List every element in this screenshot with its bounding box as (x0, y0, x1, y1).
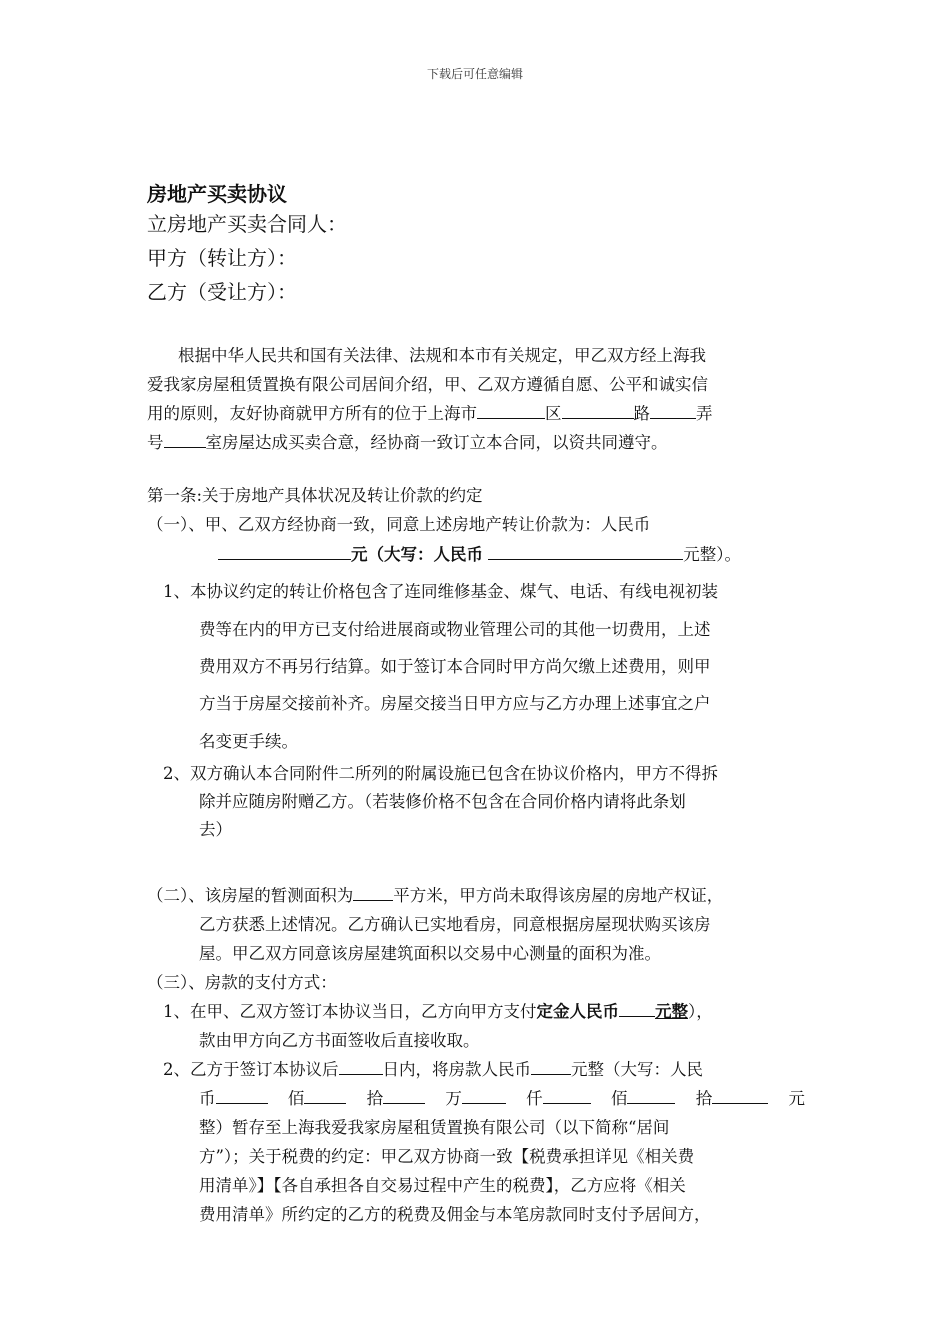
section-2-line-2: 乙方获悉上述情况。乙方确认已实地看房，同意根据房屋现状购买该房 (199, 915, 711, 934)
payment-2-line-2: 币 佰 拾 万 仟 佰 拾 元 (199, 1089, 805, 1108)
payment-2-line-5: 用清单》】【各自承担各自交易过程中产生的税费】，乙方应将《相关 (199, 1176, 686, 1195)
price-blank (218, 543, 351, 560)
deposit-blank (619, 1000, 655, 1017)
item-1-line-3: 费用双方不再另行结算。如于签订本合同时甲方尚欠缴上述费用，则甲 (199, 657, 711, 676)
amount-blank (531, 1058, 571, 1075)
payment-1-line-2: 款由甲方向乙方书面签收后直接收取。 (199, 1031, 480, 1050)
payment-2-line-6: 费用清单》所约定的乙方的税费及佣金与本笔房款同时支付予居间方， (199, 1205, 711, 1224)
section-1-line-1: （一）、甲、乙双方经协商一致，同意上述房地产转让价款为：人民币 (147, 515, 651, 534)
road-blank (562, 402, 634, 419)
item-2-line-2: 除并应随房附赠乙方。（若装修价格不包含在合同价格内请将此条划 (199, 792, 686, 811)
item-2-line-1: 2、双方确认本合同附件二所列的附属设施已包含在协议价格内，甲方不得拆 (163, 764, 718, 783)
parties-intro: 立房地产买卖合同人： (147, 212, 347, 236)
section-2-line-3: 屋。甲乙双方同意该房屋建筑面积以交易中心测量的面积为准。 (199, 944, 661, 963)
payment-2-line-4: 方”）；关于税费的约定：甲乙双方协商一致【税费承担详见《相关费 (199, 1147, 695, 1166)
section-3-heading: （三）、房款的支付方式： (147, 973, 337, 992)
number-blank (164, 431, 206, 448)
section-2-line-1: （二）、该房屋的暂测面积为 平方米，甲方尚未取得该房屋的房地产权证， (147, 886, 724, 905)
city-district-blank (477, 402, 545, 419)
party-a-line: 甲方（转让方）： (147, 246, 297, 270)
preamble-line-2: 爱我家房屋租赁置换有限公司居间介绍，甲、乙双方遵循自愿、公平和诚实信 (147, 375, 708, 394)
area-blank (353, 884, 393, 901)
section-1-line-2: 元（大写：人民币 元整）。 (218, 541, 741, 565)
days-blank (339, 1058, 383, 1075)
article-1-heading: 第一条:关于房地产具体状况及转让价款的约定 (147, 486, 483, 505)
payment-2-line-3: 整）暂存至上海我爱我家房屋租赁置换有限公司（以下简称“居间 (199, 1118, 670, 1137)
header-note: 下载后可任意编辑 (426, 67, 523, 81)
payment-2-line-1: 2、乙方于签订本协议后 日内，将房款人民币 元整（大写：人民 (163, 1060, 703, 1079)
preamble-line-3: 用的原则，友好协商就甲方所有的位于上海市 区 路 弄 (147, 404, 713, 423)
item-1-line-5: 名变更手续。 (199, 732, 298, 751)
item-1-line-1: 1、本协议约定的转让价格包含了连同维修基金、煤气、电话、有线电视初装 (163, 582, 718, 601)
item-1-line-2: 费等在内的甲方已支付给进展商或物业管理公司的其他一切费用，上述 (199, 620, 711, 639)
document-title: 房地产买卖协议 (147, 182, 287, 206)
item-1-line-4: 方当于房屋交接前补齐。房屋交接当日甲方应与乙方办理上述事宜之户 (199, 694, 711, 713)
preamble-line-4: 号 室房屋达成买卖合意，经协商一致订立本合同，以资共同遵守。 (147, 433, 668, 452)
price-words-blank (488, 543, 683, 560)
lane-blank (650, 402, 696, 419)
item-2-line-3: 去） (199, 820, 232, 839)
party-b-line: 乙方（受让方）： (147, 280, 297, 304)
payment-1-line-1: 1、在甲、乙双方签订本协议当日，乙方向甲方支付定金人民币 元整）， (163, 1002, 713, 1021)
preamble-line-1: 根据中华人民共和国有关法律、法规和本市有关规定，甲乙双方经上海我 (178, 346, 706, 365)
